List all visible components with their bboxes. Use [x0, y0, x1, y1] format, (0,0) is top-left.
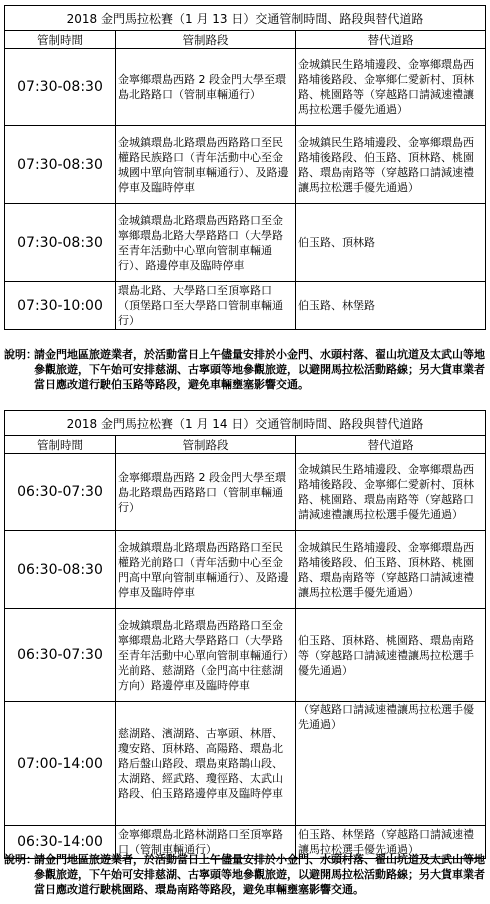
table-row	[5, 531, 486, 609]
note-text: 請金門地區旅遊業者，於活動當日上午儘量安排於小金門、水頭村落、翟山坑道及太武山等地參觀旅遊，下午始可安排慈湖、古寧頭等地參觀旅遊，以避開馬拉松活動路線；另大貨車業者當日應改道行駛伯玉路等路段，避免車輛壅塞影響交通。	[34, 348, 485, 391]
alternative-road: 金城鎮民生路埔邊段、金寧鄉環島西路埔後路段、金寧鄉仁愛新村、頂林路、桃園路等（穿越路口請減速禮讓馬拉松選手優先通過）	[296, 49, 486, 126]
control-section: 慈湖路、濱湖路、古寧頭、林厝、瓊安路、頂林路、高陽路、環島北路后盤山路段、環島東路鵲山段、太湖路、經武路、瓊徑路、太武山路段、伯玉路路邊停車及臨時停車	[116, 702, 296, 826]
control-section: 金城鎮環島北路環島西路路口至金寧鄉環島北路大學路路口（大學路至青年活動中心單向管制車輛通行）光前路、慈湖路（金門高中往慈湖方向）路邊停車及臨時停車	[116, 609, 296, 702]
note-label: 說明：	[4, 348, 37, 361]
control-section: 金寧鄉環島北路林湖路口至頂寧路口（管制車輛通行）	[116, 826, 296, 859]
table-row	[5, 609, 486, 702]
header-time: 管制時間	[5, 436, 116, 454]
table-row	[5, 454, 486, 531]
header-alt: 替代道路	[296, 436, 486, 454]
alternative-road: 伯玉路、頂林路	[296, 204, 486, 282]
control-section: 金城鎮環島北路環島西路路口至民權路民族路口（青年活動中心至金城國中單向管制車輛通行）、及路邊停車及臨時停車	[116, 126, 296, 204]
control-time: 07:30-08:30	[5, 204, 116, 282]
alternative-road: 金城鎮民生路埔邊段、金寧鄉環島西路埔後路段、金寧鄉仁愛新村、頂林路、桃園路、環島南路等（穿越路口請減速禮讓馬拉松選手優先通過）	[296, 454, 486, 531]
header-alt: 替代道路	[296, 31, 486, 49]
note-jan13	[4, 347, 486, 392]
control-time: 07:30-10:00	[5, 282, 116, 330]
header-section: 管制路段	[116, 31, 296, 49]
alternative-road: （穿越路口請減速禮讓馬拉松選手優先通過）	[296, 702, 486, 826]
table-title: 2018 金門馬拉松賽（1 月 13 日）交通管制時間、路段與替代道路	[5, 6, 486, 31]
header-time: 管制時間	[5, 31, 116, 49]
table-row	[5, 204, 486, 282]
table-row	[5, 702, 486, 826]
header-section: 管制路段	[116, 436, 296, 454]
control-time: 06:30-07:30	[5, 454, 116, 531]
control-time: 06:30-14:00	[5, 826, 116, 859]
traffic-table-jan13	[4, 5, 486, 330]
control-section: 金城鎮環島北路環島西路路口至民權路光前路口（青年活動中心至金門高中單向管制車輛通行）、及路邊停車及臨時停車	[116, 531, 296, 609]
table-row	[5, 49, 486, 126]
control-time: 06:30-07:30	[5, 609, 116, 702]
alternative-road: 金城鎮民生路埔邊段、金寧鄉環島西路埔後路段、伯玉路、頂林路、桃園路、環島南路等（穿越路口請減速禮讓馬拉松選手優先通過）	[296, 126, 486, 204]
alternative-road: 伯玉路、頂林路、桃園路、環島南路等（穿越路口請減速禮讓馬拉松選手優先通過）	[296, 609, 486, 702]
control-section: 金寧鄉環島西路 2 段金門大學至環島北路路口（管制車輛通行）	[116, 49, 296, 126]
note-label: 說明：	[4, 853, 37, 866]
traffic-table-jan14	[4, 410, 486, 859]
alternative-road: 伯玉路、林堡路	[296, 282, 486, 330]
table-row	[5, 282, 486, 330]
control-time: 07:00-14:00	[5, 702, 116, 826]
control-time: 07:30-08:30	[5, 126, 116, 204]
control-time: 07:30-08:30	[5, 49, 116, 126]
note-text: 請金門地區旅遊業者，於活動當日上午儘量安排於小金門、水頭村落、翟山坑道及太武山等地參觀旅遊，下午始可安排慈湖、古寧頭等地參觀旅遊，以避開馬拉松活動路線；另大貨車業者當日應改道行駛桃園路、環島南路等路段，避免車輛壅塞影響交通。	[34, 853, 485, 896]
note-jan14	[4, 852, 486, 900]
control-section: 金城鎮環島北路環島西路路口至金寧鄉環島北路大學路路口（大學路至青年活動中心單向管制車輛通行）、路邊停車及臨時停車	[116, 204, 296, 282]
control-time: 06:30-08:30	[5, 531, 116, 609]
table-row	[5, 126, 486, 204]
control-section: 環島北路、大學路口至頂寧路口（頂堡路口至大學路口管制車輛通行）	[116, 282, 296, 330]
alternative-road: 伯玉路、林堡路（穿越路口請減速禮讓馬拉松選手優先通過）	[296, 826, 486, 859]
alternative-road: 金城鎮民生路埔邊段、金寧鄉環島西路埔後路段、伯玉路、頂林路、桃園路、環島南路等（穿越路口請減速禮讓馬拉松選手優先通過）	[296, 531, 486, 609]
table-title: 2018 金門馬拉松賽（1 月 14 日）交通管制時間、路段與替代道路	[5, 411, 486, 436]
control-section: 金寧鄉環島西路 2 段金門大學至環島北路環島西路路口（管制車輛通行）	[116, 454, 296, 531]
